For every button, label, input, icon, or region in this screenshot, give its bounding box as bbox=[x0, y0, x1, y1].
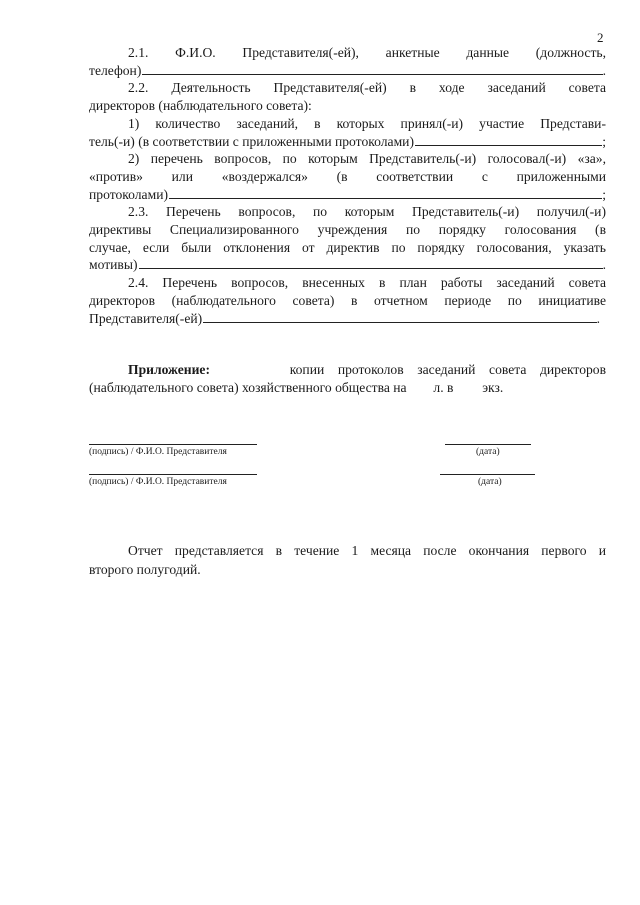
date-caption: (дата) bbox=[476, 447, 500, 457]
item-2-2-line2: директоров (наблюдательного совета): bbox=[89, 98, 312, 114]
date-line bbox=[440, 474, 535, 475]
fill-in-line bbox=[139, 256, 603, 269]
item-2-1-label: телефон) bbox=[89, 62, 142, 78]
signature-line bbox=[89, 444, 257, 445]
item-2-2-1-line1: 1) количество заседаний, в которых принял(-и) участие Представи- bbox=[128, 115, 606, 131]
fill-in-line bbox=[142, 62, 602, 75]
attachment-line2 bbox=[89, 379, 606, 397]
item-2-3-line2: директивы Специализированного учреждения по порядку голосования (в bbox=[89, 222, 606, 238]
item-2-2-1-line2 bbox=[89, 133, 606, 151]
item-2-4-line1: 2.4. Перечень вопросов, внесенных в план работы заседаний совета bbox=[128, 275, 606, 291]
attachment-text-2c: экз. bbox=[482, 379, 504, 395]
item-2-2-line1: 2.2. Деятельность Представителя(-ей) в ходе заседаний совета bbox=[128, 80, 606, 96]
report-body bbox=[89, 44, 606, 397]
item-2-1-line1: 2.1. Ф.И.О. Представителя(-ей), анкетные данные (должность, bbox=[128, 45, 606, 60]
item-2-4-line2: директоров (наблюдательного совета) в отчетном периоде по инициативе bbox=[89, 292, 606, 308]
item-2-4-line3 bbox=[89, 310, 600, 328]
final-note bbox=[89, 541, 606, 579]
item-2-2-2-line2: «против» или «воздержался» (в соответствии с приложенными bbox=[89, 168, 606, 184]
attachment-text-1: копии протоколов заседаний совета директоров bbox=[282, 362, 606, 378]
item-2-3-end: . bbox=[602, 257, 606, 273]
item-2-2-1-end: ; bbox=[602, 133, 606, 149]
fill-in-line bbox=[415, 133, 602, 146]
item-2-3-line3: случае, если были отклонения от директив по порядку голосования, указать bbox=[89, 239, 606, 255]
item-2-4-end: . bbox=[596, 310, 600, 326]
date-line bbox=[445, 444, 531, 445]
final-note-line1: Отчет представляется в течение 1 месяца после окончания первого и bbox=[128, 543, 606, 558]
attachment-label: Приложение: bbox=[128, 362, 210, 378]
item-2-2-2-end: ; bbox=[602, 186, 606, 202]
signature-caption: (подпись) / Ф.И.О. Представителя bbox=[89, 477, 227, 487]
attachment-line1 bbox=[89, 361, 606, 379]
signature-line bbox=[89, 474, 257, 475]
attachment-text-2b: л. в bbox=[433, 379, 454, 395]
final-note-line2: второго полугодий. bbox=[89, 562, 201, 577]
item-2-2-2-label: протоколами) bbox=[89, 186, 168, 202]
signature-caption: (подпись) / Ф.И.О. Представителя bbox=[89, 447, 227, 457]
item-2-2-2-line3 bbox=[89, 186, 606, 204]
item-2-1-line2 bbox=[89, 62, 606, 80]
page-number: 2 bbox=[597, 30, 604, 45]
date-caption: (дата) bbox=[478, 477, 502, 487]
item-2-4-label: Представителя(-ей) bbox=[89, 310, 203, 326]
fill-in-line bbox=[203, 310, 596, 323]
item-2-3-line4 bbox=[89, 256, 606, 274]
attachment-paragraph bbox=[89, 361, 606, 396]
item-2-3-label: мотивы) bbox=[89, 257, 138, 273]
attachment-text-2a: (наблюдательного совета) хозяйственного общества на bbox=[89, 379, 407, 395]
item-2-3-line1: 2.3. Перечень вопросов, по которым Представитель(-и) получил(-и) bbox=[128, 204, 606, 220]
item-2-2-2-line1: 2) перечень вопросов, по которым Представитель(-и) голосовал(-и) «за», bbox=[128, 151, 606, 167]
fill-in-line bbox=[169, 186, 602, 199]
item-2-1-end: . bbox=[602, 62, 606, 78]
item-2-2-1-label: тель(-и) (в соответствии с приложенными протоколами) bbox=[89, 133, 414, 149]
